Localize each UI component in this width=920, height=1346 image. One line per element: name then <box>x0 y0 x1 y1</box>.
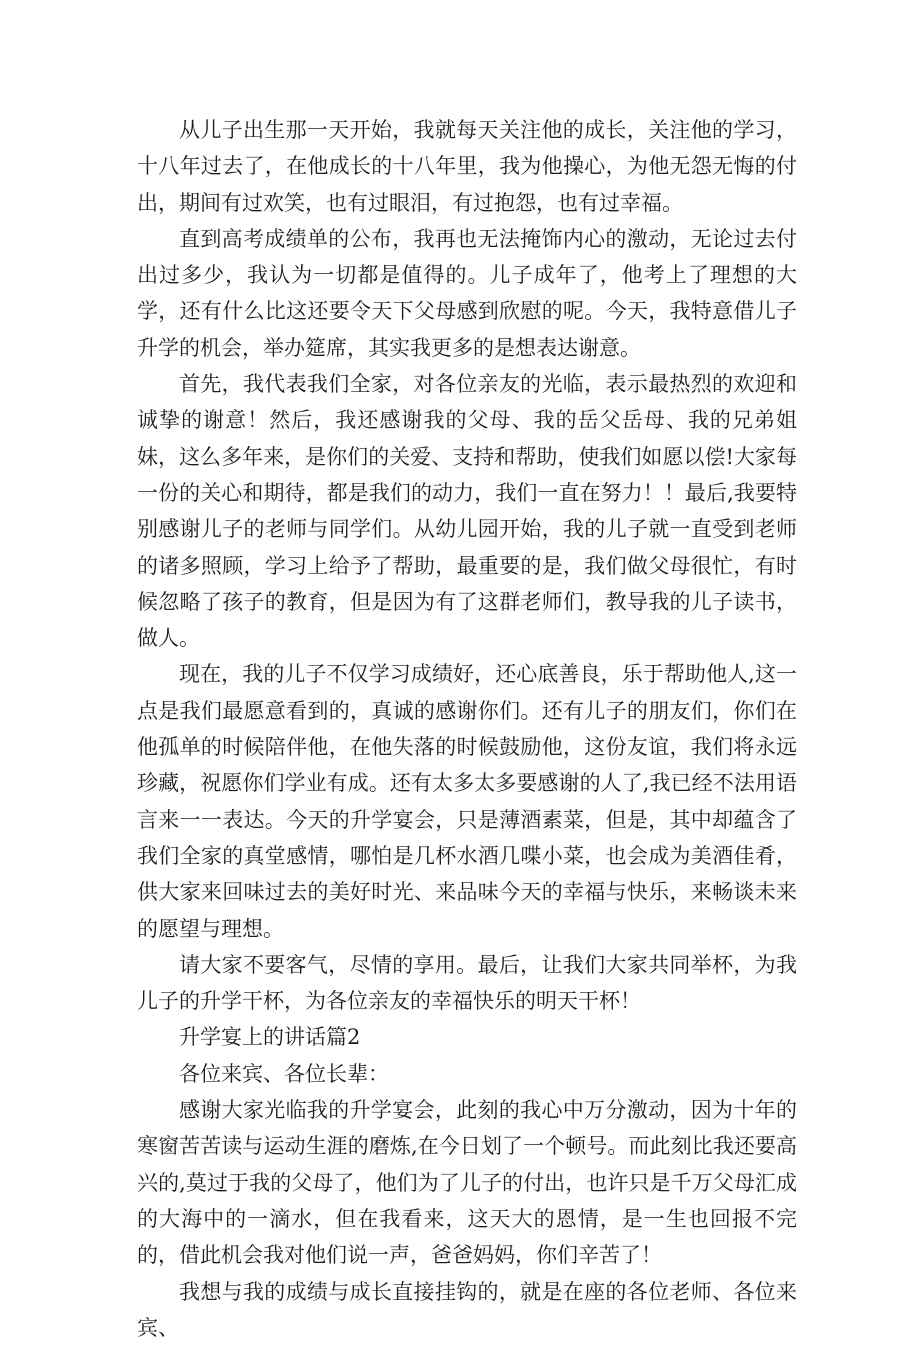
paragraph-toast: 请大家不要客气，尽情的享用。最后，让我们大家共同举杯，为我儿子的升学干杯，为各位亲友的幸福快乐的明天干杯！ <box>137 947 797 1020</box>
speech-text-body <box>137 112 797 1346</box>
salutation: 各位来宾、各位长辈： <box>137 1056 797 1092</box>
paragraph-thanks-teachers-guests: 我想与我的成绩与成长直接挂钩的，就是在座的各位老师、各位来宾、 <box>137 1274 797 1346</box>
paragraph-exam-results: 直到高考成绩单的公布，我再也无法掩饰内心的激动，无论过去付出过多少，我认为一切都是值得的。儿子成年了，他考上了理想的大学，还有什么比这还要令天下父母感到欣慰的呢。今天，我特意借儿子升学的机会，举办筵席，其实我更多的是想表达谢意。 <box>137 221 797 366</box>
paragraph-thanks-family-teachers: 首先，我代表我们全家，对各位亲友的光临，表示最热烈的欢迎和诚挚的谢意！然后，我还感谢我的父母、我的岳父岳母、我的兄弟姐妹，这么多年来，是你们的关爱、支持和帮助，使我们如愿以偿!大家每一份的关心和期待，都是我们的动力，我们一直在努力！！最后,我要特别感谢儿子的老师与同学们。从幼儿园开始，我的儿子就一直受到老师的诸多照顾，学习上给予了帮助，最重要的是，我们做父母很忙，有时候忽略了孩子的教育，但是因为有了这群老师们，教导我的儿子读书，做人。 <box>137 366 797 656</box>
paragraph-birth-to-growth: 从儿子出生那一天开始，我就每天关注他的成长，关注他的学习，十八年过去了，在他成长的十八年里，我为他操心，为他无怨无悔的付出，期间有过欢笑，也有过眼泪，有过抱怨，也有过幸福。 <box>137 112 797 221</box>
paragraph-thanks-friends: 现在，我的儿子不仅学习成绩好，还心底善良，乐于帮助他人,这一点是我们最愿意看到的，真诚的感谢你们。还有儿子的朋友们，你们在他孤单的时候陪伴他，在他失落的时候鼓励他，这份友谊，我们将永远珍藏，祝愿你们学业有成。还有太多太多要感谢的人了,我已经不法用语言来一一表达。今天的升学宴会，只是薄酒素菜，但是，其中却蕴含了我们全家的真堂感情，哪怕是几杯水酒几喋小菜，也会成为美酒佳肴，供大家来回味过去的美好时光、来品味今天的幸福与快乐，来畅谈未来的愿望与理想。 <box>137 656 797 946</box>
paragraph-thanks-parents: 感谢大家光临我的升学宴会，此刻的我心中万分激动，因为十年的寒窗苦苦读与运动生涯的磨炼,在今日划了一个顿号。而此刻比我还要高兴的,莫过于我的父母了，他们为了儿子的付出，也许只是千万父母汇成的大海中的一滴水，但在我看来，这天大的恩情，是一生也回报不完的，借此机会我对他们说一声，爸爸妈妈，你们辛苦了！ <box>137 1092 797 1273</box>
section-heading-speech-2: 升学宴上的讲话篇2 <box>137 1019 797 1055</box>
